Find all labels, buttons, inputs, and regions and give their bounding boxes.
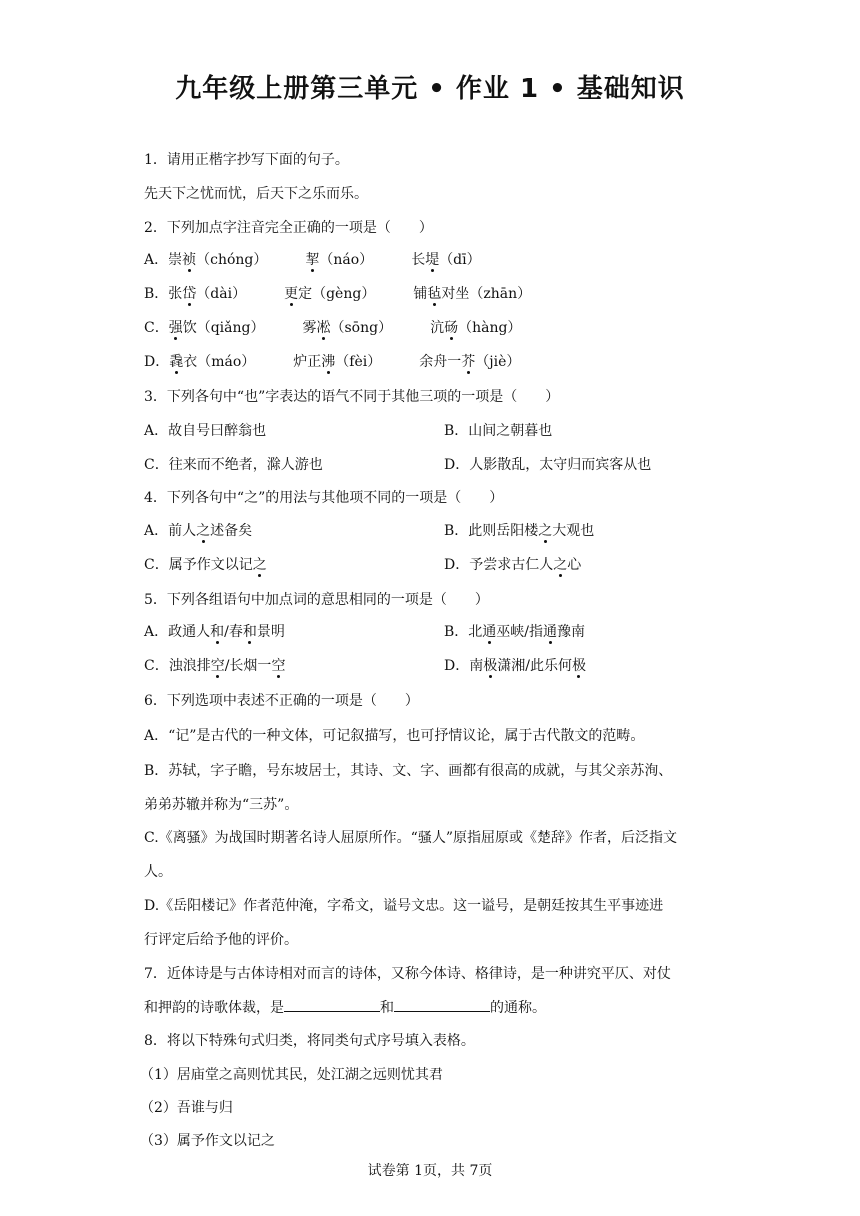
question-1-stem: 1．请用正楷字抄写下面的句子。 (144, 152, 349, 168)
answer-blank-1[interactable] (284, 997, 380, 1012)
question-4-option-c: C．属予作文以记之 (144, 557, 267, 573)
question-6-option-c-line1: C.《离骚》为战国时期著名诗人屈原所作。“骚人”原指屈原或《楚辞》作者，后泛指文 (144, 830, 677, 846)
question-2-stem: 2．下列加点字注音完全正确的一项是（ ） (144, 220, 433, 236)
question-2-option-b: B．张岱（dài） 更定（gèng） 铺毡对坐（zhān） (144, 286, 532, 302)
question-2-option-d: D．毳衣（máo） 炉正沸（fèi） 余舟一芥（jiè） (144, 354, 521, 370)
question-4-option-b: B．此则岳阳楼之大观也 (444, 523, 595, 539)
question-4-option-d: D．予尝求古仁人之心 (444, 557, 582, 573)
question-3-stem: 3．下列各句中“也”字表达的语气不同于其他三项的一项是（ ） (144, 389, 560, 405)
question-8-sentence-2: （2）吾谁与归 (140, 1100, 233, 1116)
question-5-stem: 5．下列各组语句中加点词的意思相同的一项是（ ） (144, 592, 489, 608)
page-title: 九年级上册第三单元 • 作业 1 • 基础知识 (175, 74, 685, 104)
question-6-option-d-line2: 行评定后给予他的评价。 (144, 932, 298, 948)
question-5-option-b: B．北通巫峡/指通豫南 (444, 624, 586, 640)
question-6-option-b-line1: B．苏轼，字子瞻，号东坡居士，其诗、文、字、画都有很高的成就，与其父亲苏洵、 (144, 763, 673, 779)
question-2-option-c: C．强饮（qiǎng） 雾凇（sōng） 沆砀（hàng） (144, 320, 522, 336)
question-6-option-b-line2: 弟弟苏辙并称为“三苏”。 (144, 797, 299, 813)
question-7-line1: 7．近体诗是与古体诗相对而言的诗体，又称今体诗、格律诗，是一种讲究平仄、对仗 (144, 966, 671, 982)
question-6-option-a: A．“记”是古代的一种文体，可记叙描写，也可抒情议论，属于古代散文的范畴。 (144, 728, 645, 744)
question-2-option-a: A．崇祯（chóng） 挈（náo） 长堤（dī） (144, 252, 481, 268)
question-5-option-a: A．政通人和/春和景明 (144, 624, 285, 640)
question-8-sentence-1: （1）居庙堂之高则忧其民，处江湖之远则忧其君 (140, 1067, 443, 1083)
question-6-option-c-line2: 人。 (144, 864, 172, 880)
question-3-option-d: D．人影散乱，太守归而宾客从也 (444, 457, 652, 473)
page-footer: 试卷第 1页，共 7页 (367, 1163, 493, 1179)
question-1-text: 先天下之忧而忧，后天下之乐而乐。 (144, 186, 368, 202)
question-7-line2: 和押韵的诗歌体裁，是 和 的通称。 (144, 997, 546, 1018)
question-5-option-c: C．浊浪排空/长烟一空 (144, 658, 286, 674)
question-3-option-c: C．往来而不绝者，滁人游也 (144, 457, 323, 473)
question-8-sentence-3: （3）属予作文以记之 (140, 1133, 275, 1149)
question-3-option-a: A．故自号曰醉翁也 (144, 423, 267, 439)
question-8-stem: 8．将以下特殊句式归类，将同类句式序号填入表格。 (144, 1033, 475, 1049)
question-6-option-d-line1: D.《岳阳楼记》作者范仲淹，字希文，谥号文忠。这一谥号，是朝廷按其生平事迹进 (144, 898, 664, 914)
question-4-stem: 4．下列各句中“之”的用法与其他项不同的一项是（ ） (144, 490, 504, 506)
question-3-option-b: B．山间之朝暮也 (444, 423, 553, 439)
answer-blank-2[interactable] (394, 997, 490, 1012)
question-6-stem: 6．下列选项中表述不正确的一项是（ ） (144, 693, 419, 709)
question-4-option-a: A．前人之述备矣 (144, 523, 253, 539)
question-5-option-d: D．南极潇湘/此乐何极 (444, 658, 586, 674)
